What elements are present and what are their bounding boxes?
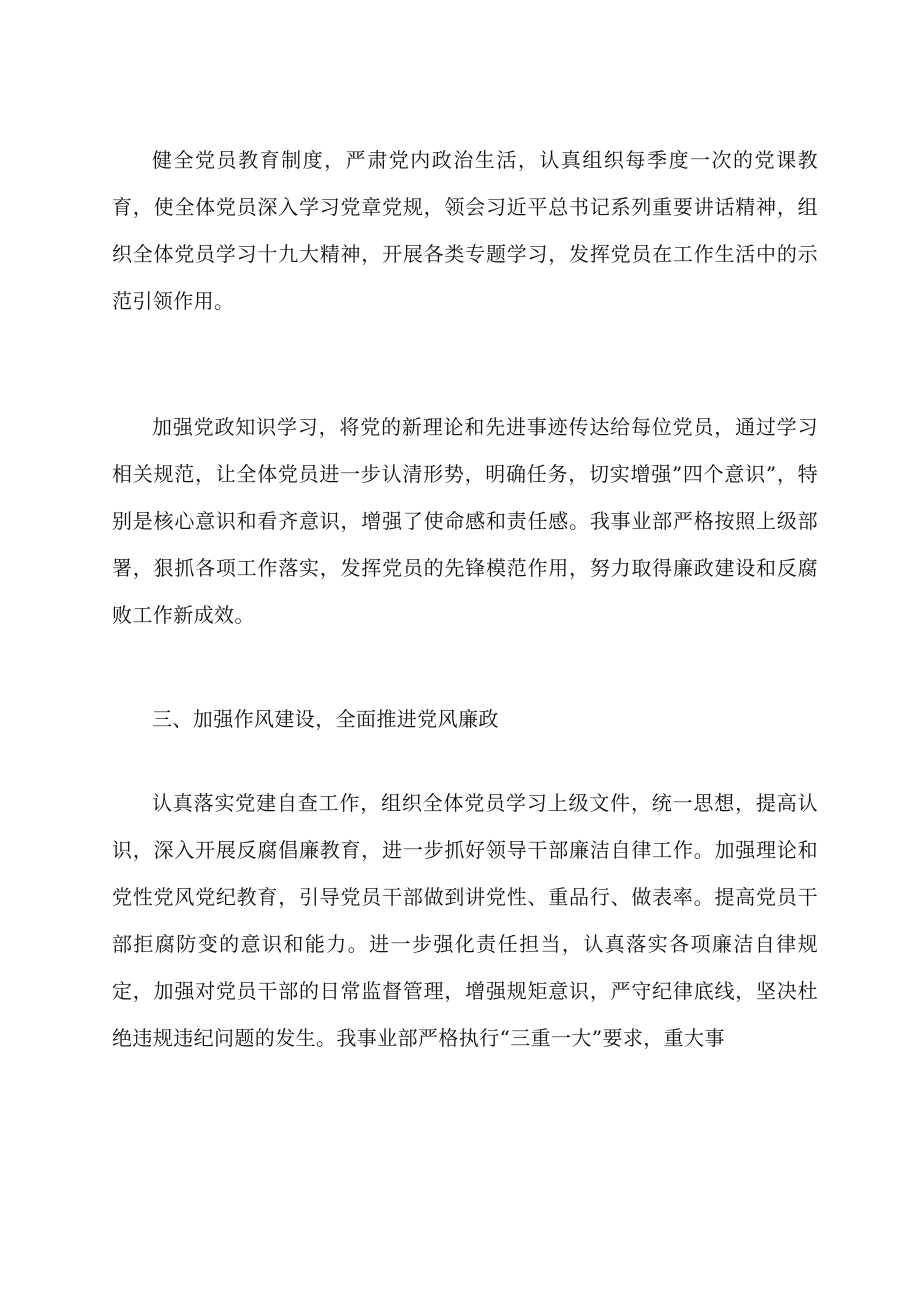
- section-heading: 三、加强作风建设，全面推进党风廉政: [152, 707, 499, 731]
- paragraph-integrity-work: 认真落实党建自查工作，组织全体党员学习上级文件，统一思想，提高认识，深入开展反腐倡廉教育，进一步抓好领导干部廉洁自律工作。加强理论和党性党风党纪教育，引导党员干部做到讲党性、重品行、做表率。提高党员干部拒腐防变的意识和能力。进一步强化责任担当，认真落实各项廉洁自律规定，加强对党员干部的日常监督管理，增强规矩意识，严守纪律底线，坚决杜绝违规违纪问题的发生。我事业部严格执行“三重一大”要求，重大事: [112, 791, 818, 1050]
- paragraph-party-education: 健全党员教育制度，严肃党内政治生活，认真组织每季度一次的党课教育，使全体党员深入学习党章党规，领会习近平总书记系列重要讲话精神，组织全体党员学习十九大精神，开展各类专题学习，发挥党员在工作生活中的示范引领作用。: [112, 148, 818, 313]
- paragraph-political-study: 加强党政知识学习，将党的新理论和先进事迹传达给每位党员，通过学习相关规范，让全体党员进一步认清形势，明确任务，切实增强”四个意识”，特别是核心意识和看齐意识，增强了使命感和责任感。我事业部严格按照上级部署，狠抓各项工作落实，发挥党员的先锋模范作用，努力取得廉政建设和反腐败工作新成效。: [112, 415, 818, 627]
